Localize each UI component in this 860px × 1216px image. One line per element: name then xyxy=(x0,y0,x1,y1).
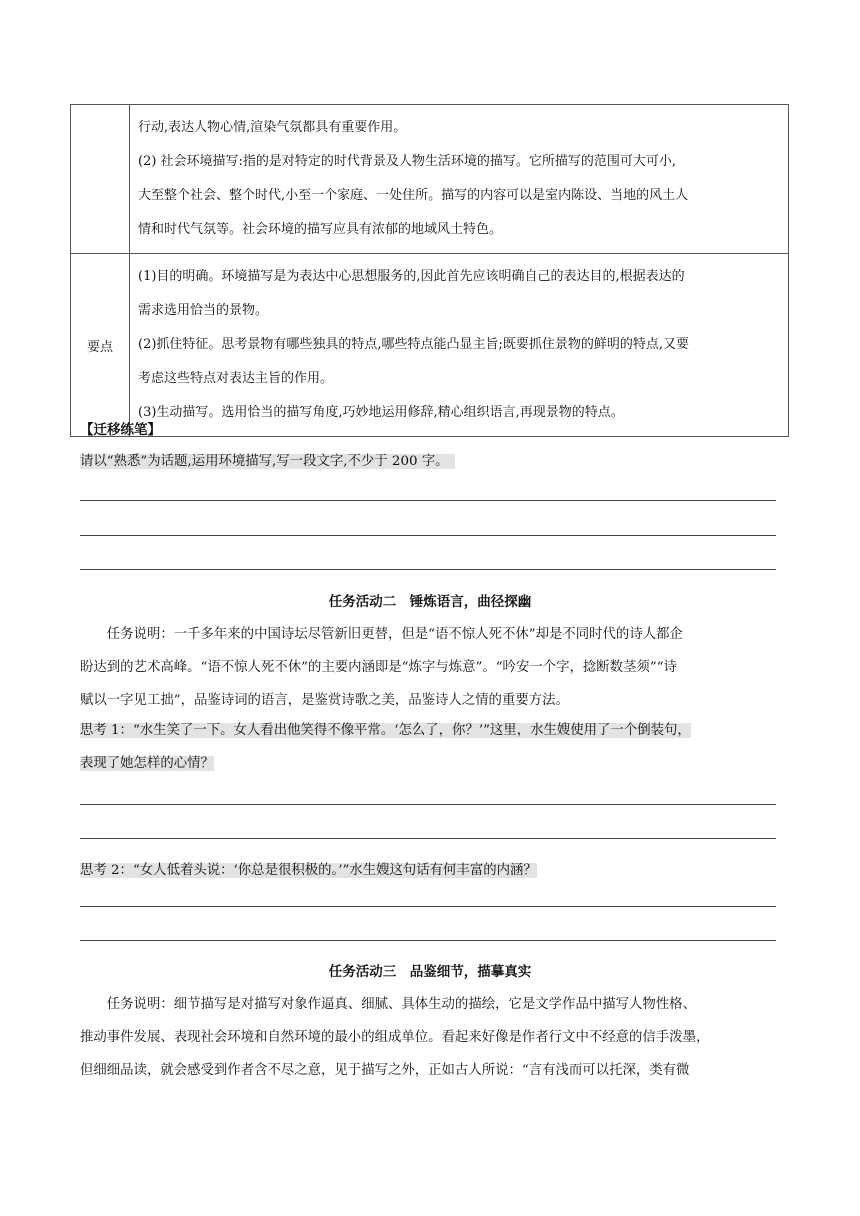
paragraph-line: 任务说明：一千多年来的中国诗坛尽管新旧更替，但是“语不惊人死不休”却是不同时代的诗人都企 xyxy=(80,627,683,642)
row-label-key-points: 要点 xyxy=(71,254,130,437)
paragraph-line: 推动事件发展、表现社会环境和自然环境的最小的组成单位。看起来好像是作者行文中不经意的信手泼墨， xyxy=(80,1030,710,1045)
table-line: 大至整个社会、整个时代,小至一个家庭、一处住所。描写的内容可以是室内陈设、当地的风土人 xyxy=(138,188,689,203)
table-line: 需求选用恰当的景物。 xyxy=(138,303,269,318)
table-row xyxy=(71,254,789,437)
paragraph-line: 但细细品读，就会感受到作者含不尽之意，见于描写之外，正如古人所说：“言有浅而可以托深，类有微 xyxy=(80,1063,690,1078)
table-line: (1)目的明确。环境描写是为表达中心思想服务的,因此首先应该明确自己的表达目的,根据表达的 xyxy=(138,269,685,284)
paragraph-line: 任务说明：细节描写是对描写对象作逼真、细腻、具体生动的描绘，它是文学作品中描写人物性格、 xyxy=(80,997,696,1012)
paragraph-line: 盼达到的艺术高峰。“语不惊人死不休”的主要内涵即是“炼字与炼意”。“吟安一个字，捻断数茎须”“诗 xyxy=(80,660,677,675)
activity-two-heading: 任务活动二 锤炼语言，曲径探幽 xyxy=(328,594,532,610)
answer-line[interactable] xyxy=(80,569,776,570)
think-one xyxy=(80,714,790,780)
table-line: (3)生动描写。选用恰当的描写角度,巧妙地运用修辞,精心组织语言,再现景物的特点。 xyxy=(138,405,624,420)
table-line: 行动,表达人物心情,渲染气氛都具有重要作用。 xyxy=(138,120,407,135)
row-label xyxy=(71,105,130,254)
row-content xyxy=(130,105,789,254)
activity-three-heading: 任务活动三 品鉴细节，描摹真实 xyxy=(328,964,532,980)
think-two xyxy=(80,854,785,887)
answer-line[interactable] xyxy=(80,535,776,536)
table-line: 情和时代气氛等。社会环境的描写应具有浓郁的地域风土特色。 xyxy=(138,222,503,237)
answer-line[interactable] xyxy=(80,838,776,839)
row-content xyxy=(130,254,789,437)
answer-line[interactable] xyxy=(80,940,776,941)
think-two-line: 思考 2：“女人低着头说：‘你总是很积极的。’”水生嫂这句话有何丰富的内涵？ xyxy=(80,863,537,878)
think-one-line: 表现了她怎样的心情？ xyxy=(80,756,214,771)
table-line: (2) 社会环境描写:指的是对特定的时代背景及人物生活环境的描写。它所描写的范围可大可小, xyxy=(138,154,677,169)
table-row xyxy=(71,105,789,254)
answer-line[interactable] xyxy=(80,906,776,907)
activity-three-intro xyxy=(80,988,785,1087)
practice-title: 【迁移练笔】 xyxy=(80,422,161,438)
practice-prompt: 请以“熟悉”为话题,运用环境描写,写一段文字,不少于 200 字。 xyxy=(80,454,455,469)
answer-line[interactable] xyxy=(80,804,776,805)
answer-line[interactable] xyxy=(80,500,776,501)
think-one-line: 思考 1：“水生笑了一下。女人看出他笑得不像平常。‘怎么了，你？’”这里，水生嫂使用了一个倒装句， xyxy=(80,723,691,738)
table-line: 考虑这些特点对表达主旨的作用。 xyxy=(138,371,334,386)
environment-description-table xyxy=(70,104,789,437)
activity-two-intro xyxy=(80,618,785,717)
paragraph-line: 赋以一字见工拙”，品鉴诗词的语言，是鉴赏诗歌之美，品鉴诗人之情的重要方法。 xyxy=(80,693,569,708)
practice-prompt-container xyxy=(80,448,776,476)
table-line: (2)抓住特征。思考景物有哪些独具的特点,哪些特点能凸显主旨;既要抓住景物的鲜明的特点,又要 xyxy=(138,337,690,352)
